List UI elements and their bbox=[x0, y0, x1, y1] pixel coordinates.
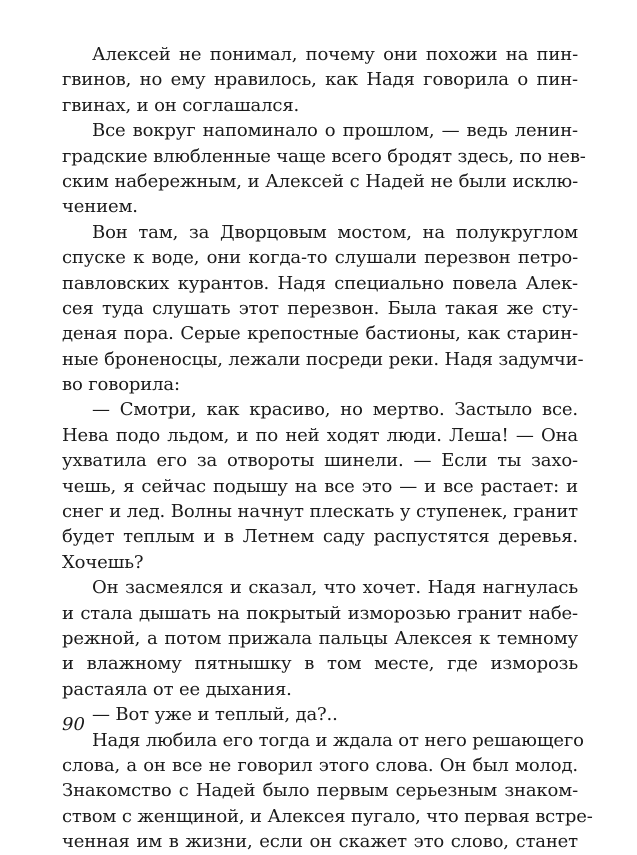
text-line: чением. bbox=[62, 196, 138, 218]
text-line: сея туда слушать этот перезвон. Была такая же сту- bbox=[62, 297, 578, 319]
text-line: Знакомство с Надей было первым серьезным знаком- bbox=[62, 780, 578, 802]
text-line: снег и лед. Волны начнут плескать у ступенек, гранит bbox=[62, 501, 578, 523]
text-line: ством с женщиной, и Алексея пугало, что первая встре- bbox=[62, 805, 593, 827]
text-line: павловских курантов. Надя специально повела Алек- bbox=[62, 272, 578, 294]
text-line: Вон там, за Дворцовым мостом, на полукруглом bbox=[92, 221, 578, 243]
text-line: — Вот уже и теплый, да?.. bbox=[92, 704, 338, 726]
text-line: Нева подо льдом, и по ней ходят люди. Леша! — Она bbox=[62, 424, 578, 446]
text-line: во говорила: bbox=[62, 374, 180, 396]
text-line: спуске к воде, они когда-то слушали перезвон петро- bbox=[62, 247, 578, 269]
text-line: гвинах, и он соглашался. bbox=[62, 94, 300, 116]
text-line: ским набережным, и Алексей с Надей не были исклю- bbox=[62, 170, 578, 192]
text-line: Надя любила его тогда и ждала от него решающего bbox=[92, 729, 584, 751]
text-line: градские влюбленные чаще всего бродят здесь, по нев- bbox=[62, 145, 586, 167]
text-line: ухватила его за отвороты шинели. — Если ты захо- bbox=[62, 450, 578, 472]
text-line: Алексей не понимал, почему они похожи на пин- bbox=[92, 44, 578, 65]
text-line: деная пора. Серые крепостные бастионы, как старин- bbox=[62, 323, 578, 345]
text-line: чешь, я сейчас подышу на все это — и все растает: и bbox=[62, 475, 578, 497]
text-line: ченная им в жизни, если он скажет это слово, станет bbox=[62, 831, 578, 853]
text-line: — Смотри, как красиво, но мертво. Застыло все. bbox=[92, 399, 578, 421]
text-line: гвинов, но ему нравилось, как Надя говорила о пин- bbox=[62, 69, 578, 91]
text-line: Он засмеялся и сказал, что хочет. Надя нагнулась bbox=[92, 577, 578, 599]
text-line: ные броненосцы, лежали посреди реки. Надя задумчи- bbox=[62, 348, 584, 370]
text-line: Хочешь? bbox=[62, 551, 144, 573]
text-line: растаяла от ее дыхания. bbox=[62, 678, 292, 700]
page-number: 90 bbox=[62, 714, 85, 735]
text-line: Все вокруг напоминало о прошлом, — ведь ленин- bbox=[92, 120, 578, 142]
text-line: слова, а он все не говорил этого слова. Он был молод. bbox=[62, 754, 578, 776]
body-text bbox=[62, 42, 593, 855]
text-line: режной, а потом прижала пальцы Алексея к темному bbox=[62, 627, 578, 649]
text-line: и влажному пятнышку в том месте, где изморозь bbox=[62, 653, 578, 675]
text-line: будет теплым и в Летнем саду распустятся деревья. bbox=[62, 526, 578, 548]
text-line: и стала дышать на покрытый изморозью гранит набе- bbox=[62, 602, 578, 624]
